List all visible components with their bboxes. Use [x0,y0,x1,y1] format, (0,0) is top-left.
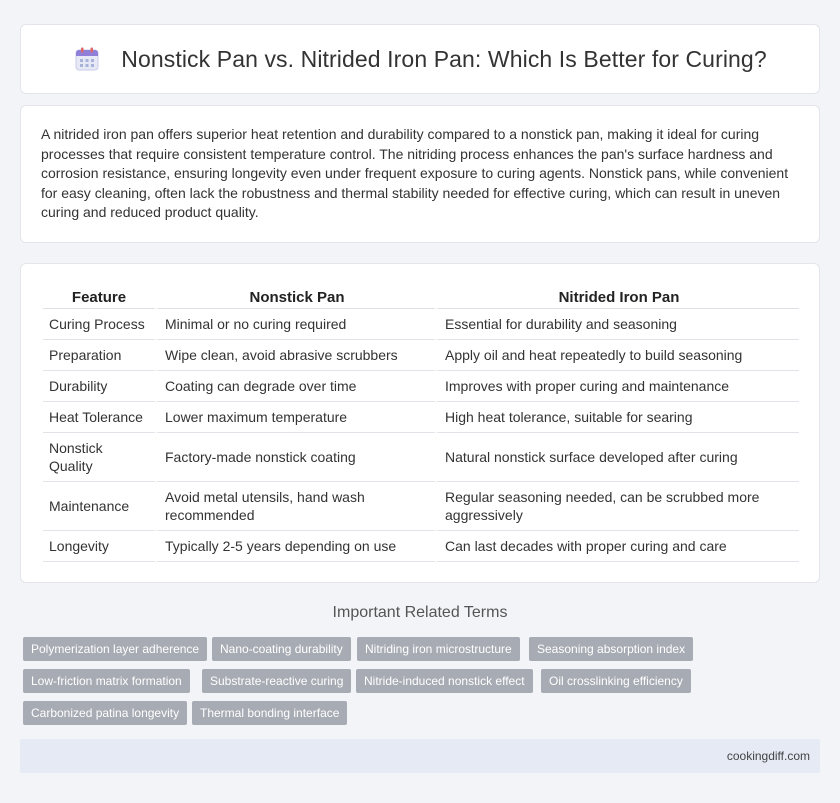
related-terms-title: Important Related Terms [332,604,508,621]
nonstick-cell: Avoid metal utensils, hand wash recommended [155,482,435,531]
table-header-row [43,286,799,309]
table-row [43,402,799,433]
table-row [43,482,799,531]
comparison-table [43,286,799,562]
tag-substrate-reactive-curing[interactable]: Substrate-reactive curing [202,669,351,693]
nitrided-cell: Natural nonstick surface developed after curing [435,433,799,482]
calendar-icon [73,45,101,73]
footer-site-link[interactable]: cookingdiff.com [726,749,810,763]
tag-low-friction-matrix-formation[interactable]: Low-friction matrix formation [23,669,190,693]
tag-seasoning-absorption-index[interactable]: Seasoning absorption index [529,637,693,661]
nonstick-cell: Minimal or no curing required [155,309,435,340]
table-row [43,340,799,371]
footer [20,739,820,773]
comparison-card [20,263,820,583]
header-nitrided: Nitrided Iron Pan [435,286,799,309]
nitrided-cell: Regular seasoning needed, can be scrubbed more aggressively [435,482,799,531]
header-feature: Feature [43,286,155,309]
tag-nitriding-iron-microstructure[interactable]: Nitriding iron microstructure [357,637,520,661]
intro-paragraph: A nitrided iron pan offers superior heat retention and durability compared to a nonstick pan, making it ideal for curing processes that require consistent temperature control. The nitriding process enhances the pan's surface hardness and corrosion resistance, ensuring longevity even under frequent exposure to curing agents. Nonstick pans, while convenient for easy cleaning, often lack the robustness and thermal stability needed for effective curing, which can result in uneven curing and reduced product quality. [41,126,789,221]
table-row [43,433,799,482]
nitrided-cell: High heat tolerance, suitable for searing [435,402,799,433]
table-row [43,531,799,562]
feature-cell: Longevity [43,531,155,562]
table-row [43,309,799,340]
tag-polymerization-layer-adherence[interactable]: Polymerization layer adherence [23,637,207,661]
feature-cell: Heat Tolerance [43,402,155,433]
header-nonstick: Nonstick Pan [155,286,435,309]
tag-nano-coating-durability[interactable]: Nano-coating durability [212,637,351,661]
tag-nitride-induced-nonstick-effect[interactable]: Nitride-induced nonstick effect [356,669,533,693]
nitrided-cell: Improves with proper curing and maintenance [435,371,799,402]
feature-cell: Curing Process [43,309,155,340]
intro-card [20,105,820,243]
nonstick-cell: Coating can degrade over time [155,371,435,402]
nonstick-cell: Typically 2-5 years depending on use [155,531,435,562]
nonstick-cell: Factory-made nonstick coating [155,433,435,482]
feature-cell: Nonstick Quality [43,433,155,482]
nitrided-cell: Essential for durability and seasoning [435,309,799,340]
table-row [43,371,799,402]
tag-thermal-bonding-interface[interactable]: Thermal bonding interface [192,701,347,725]
header-card [20,24,820,94]
nitrided-cell: Can last decades with proper curing and care [435,531,799,562]
feature-cell: Durability [43,371,155,402]
nonstick-cell: Lower maximum temperature [155,402,435,433]
tag-carbonized-patina-longevity[interactable]: Carbonized patina longevity [23,701,187,725]
title-wrap [73,45,766,73]
feature-cell: Preparation [43,340,155,371]
page-title: Nonstick Pan vs. Nitrided Iron Pan: Which Is Better for Curing? [121,45,767,72]
nonstick-cell: Wipe clean, avoid abrasive scrubbers [155,340,435,371]
nitrided-cell: Apply oil and heat repeatedly to build seasoning [435,340,799,371]
tag-oil-crosslinking-efficiency[interactable]: Oil crosslinking efficiency [541,669,691,693]
feature-cell: Maintenance [43,482,155,531]
